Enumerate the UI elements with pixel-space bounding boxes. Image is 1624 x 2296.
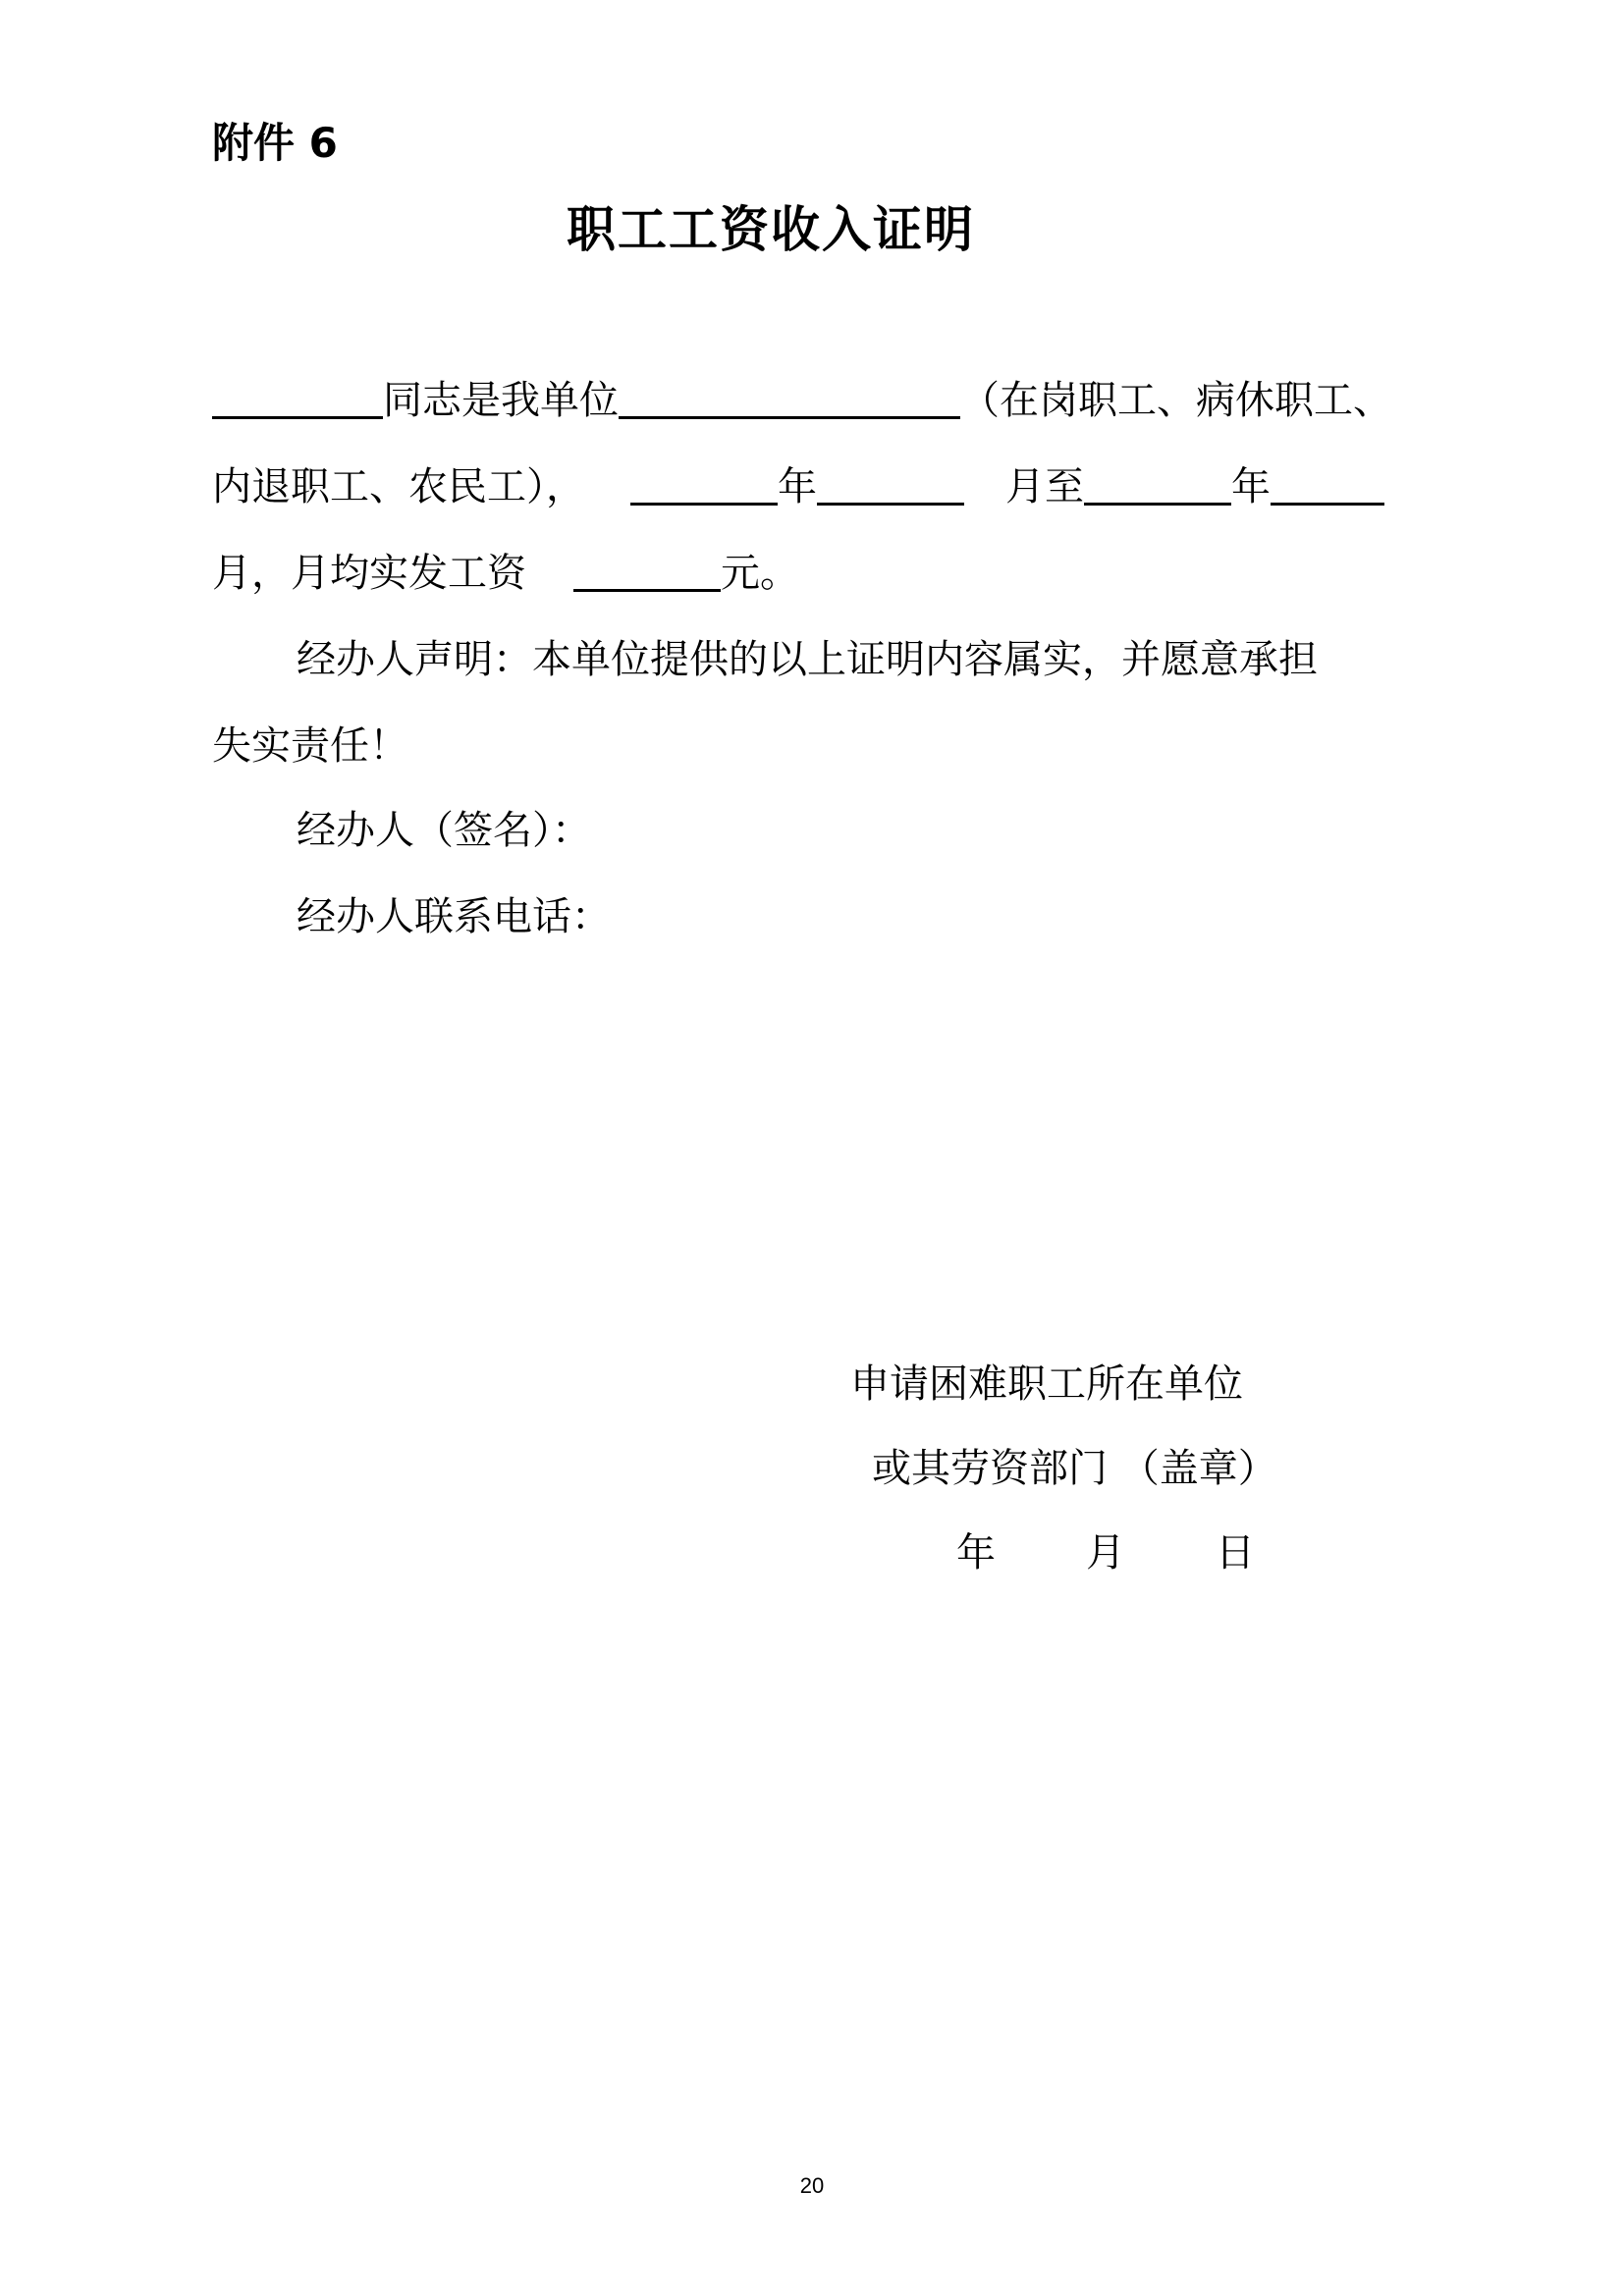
start-year-blank[interactable] [630,457,778,506]
date-month-label: 月 [1086,1530,1125,1575]
month-to-label: 月至 [1005,464,1084,509]
start-month-blank[interactable] [817,457,964,506]
salary-blank[interactable] [573,544,721,592]
end-month-blank[interactable] [1271,457,1384,506]
date-day-label: 日 [1216,1530,1255,1575]
year-label-2: 年 [1231,464,1271,509]
unit-blank[interactable] [619,371,960,419]
signature-label: 经办人（签名）： [297,808,591,853]
line3-text-a: 月，月均实发工资 [212,551,526,596]
year-label-1: 年 [778,464,817,509]
body-line-2 [212,457,1384,516]
body-line-1 [212,371,1392,430]
unit-line-2: 或其劳资部门 （盖章） [872,1446,1277,1491]
unit-line-1: 申请困难职工所在单位 [850,1362,1243,1407]
page-number: 20 [799,2173,825,2198]
end-year-blank[interactable] [1084,457,1231,506]
page-title: 职工工资收入证明 [567,201,975,258]
line3-text-b: 元。 [721,551,799,596]
date-line [956,1523,1255,1582]
attachment-label: 附件 6 [212,119,338,167]
phone-label: 经办人联系电话： [297,894,611,939]
line1-text-a: 同志是我单位 [383,378,619,423]
line1-text-b: （在岗职工、病休职工、 [960,378,1392,423]
name-blank[interactable] [212,371,383,419]
date-year-label: 年 [956,1530,996,1575]
declaration-line-1: 经办人声明：本单位提供的以上证明内容属实，并愿意承担 [297,637,1318,682]
line2-text-a: 内退职工、农民工）， [212,464,585,509]
body-line-3 [212,544,799,603]
declaration-line-2: 失实责任！ [212,723,408,769]
